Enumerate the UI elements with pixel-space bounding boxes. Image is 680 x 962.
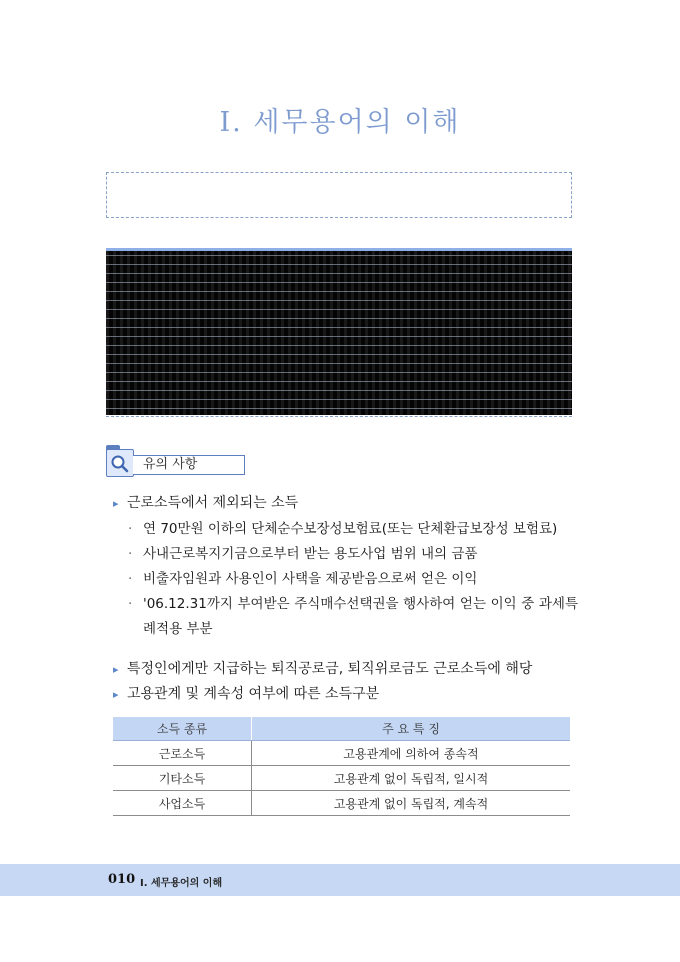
list-item: · 비출자임원과 사용인이 사택을 제공받음으로써 얻은 이익: [128, 567, 578, 592]
cell-features: 고용관계 없이 독립적, 계속적: [252, 791, 571, 816]
cell-income-type: 근로소득: [113, 741, 252, 766]
cell-income-type: 사업소득: [113, 791, 252, 816]
bullet-dot-icon: ·: [128, 521, 133, 537]
magnifier-folder-icon: [106, 449, 134, 477]
section-heading-text: 근로소득에서 제외되는 소득: [127, 495, 299, 511]
list-item: · '06.12.31까지 부여받은 주식매수선택권을 행사하여 얻는 이익 중 과세특례적용 부분: [128, 592, 578, 642]
table-row: [113, 741, 570, 766]
page-footer: [0, 864, 680, 896]
arrow-icon: ▸: [113, 688, 119, 701]
bullet-dot-icon: ·: [128, 546, 133, 562]
section-heading-text: 고용관계 및 계속성 여부에 따른 소득구분: [127, 686, 380, 702]
bullet-dot-icon: ·: [128, 596, 133, 612]
header-main-features: 주 요 특 징: [252, 717, 571, 741]
note-label: 유의 사항: [133, 455, 245, 475]
table-row: [113, 766, 570, 791]
table-header-row: [113, 717, 570, 741]
chapter-title: Ⅰ. 세무용어의 이해: [219, 107, 461, 138]
list-item: · 사내근로복지기금으로부터 받는 용도사업 범위 내의 금품: [128, 542, 578, 567]
arrow-icon: ▸: [113, 663, 119, 676]
note-header: [106, 449, 246, 479]
list-item: · 연 70만원 이하의 단체순수보장성보험료(또는 단체환급보장성 보험료): [128, 517, 578, 542]
summary-box: [106, 172, 572, 218]
section-heading-retirement-bonus: [113, 658, 532, 678]
section-heading-income-classification: [113, 683, 379, 703]
garbled-text-block: [106, 248, 572, 415]
cell-income-type: 기타소득: [113, 766, 252, 791]
cell-features: 고용관계에 의하여 종속적: [252, 741, 571, 766]
footer-chapter-title: Ⅰ. 세무용어의 이해: [140, 878, 223, 889]
section-heading-text: 특정인에게만 지급하는 퇴직공로금, 퇴직위로금도 근로소득에 해당: [127, 661, 533, 677]
header-income-type: 소득 종류: [113, 717, 252, 741]
block-bottom-rule: [106, 416, 572, 417]
arrow-icon: ▸: [113, 497, 119, 510]
block-top-rule: [106, 248, 572, 251]
bullet-dot-icon: ·: [128, 571, 133, 587]
cell-features: 고용관계 없이 독립적, 일시적: [252, 766, 571, 791]
page-number: 010: [108, 872, 136, 887]
excluded-income-list: [128, 517, 578, 642]
table-row: [113, 791, 570, 816]
income-classification-table: [113, 717, 570, 816]
section-heading-excluded-income: [113, 492, 298, 512]
